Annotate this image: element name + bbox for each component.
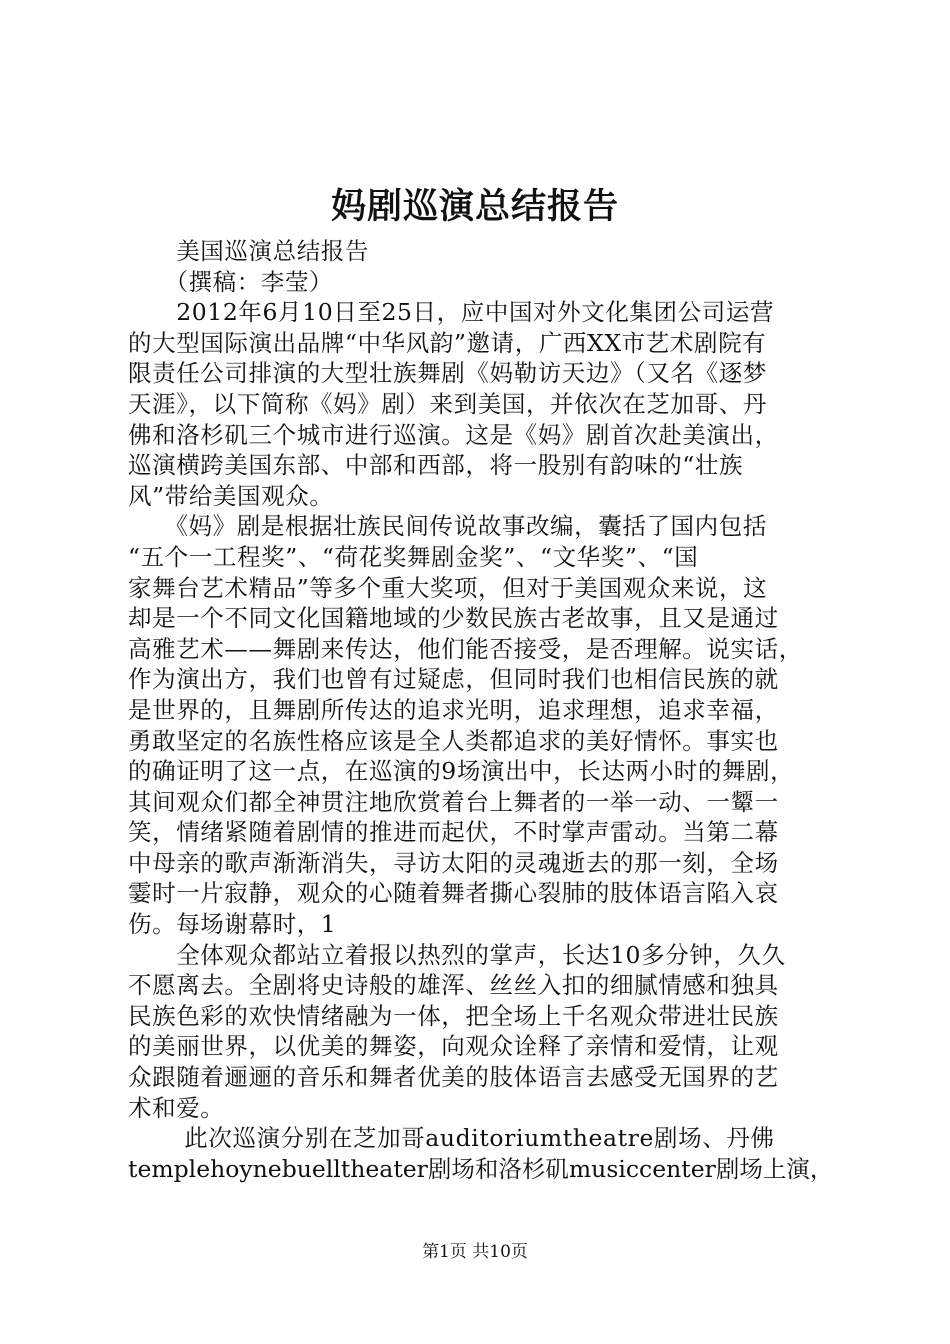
body-line: 2012年6月10日至25日，应中国对外文化集团公司运营 bbox=[128, 298, 775, 327]
body-line: （撰稿：李莹） bbox=[128, 267, 334, 296]
body-line: 美国巡演总结报告 bbox=[128, 237, 369, 265]
body-line: 全体观众都站立着报以热烈的掌声，长达10多分钟，久久 bbox=[128, 940, 786, 969]
body-line: 勇敢坚定的名族性格应该是全人类都追求的美好情怀。事实也 bbox=[128, 726, 779, 755]
body-line: 家舞台艺术精品”等多个重大奖项，但对于美国观众来说，这 bbox=[128, 573, 768, 602]
body-line: 术和爱。 bbox=[128, 1093, 225, 1122]
body-line: 民族色彩的欢快情绪融为一体，把全场上千名观众带进壮民族 bbox=[128, 1001, 779, 1030]
body-line: 巡演横跨美国东部、中部和西部，将一股别有韵味的“壮族 bbox=[128, 451, 744, 480]
body-line: 《妈》剧是根据壮族民间传说故事改编，囊括了国内包括 bbox=[128, 512, 767, 541]
body-line: 此次巡演分别在芝加哥auditoriumtheatre剧场、丹佛 bbox=[128, 1124, 775, 1153]
body-line: 笑，情绪紧随着剧情的推进而起伏，不时掌声雷动。当第二幕 bbox=[128, 818, 779, 847]
body-line: 的大型国际演出品牌“中华风韵”邀请，广西XX市艺术剧院有 bbox=[128, 328, 767, 357]
body-line: 的美丽世界，以优美的舞姿，向观众诠释了亲情和爱情，让观 bbox=[128, 1032, 779, 1061]
body-line: 是世界的，且舞剧所传达的追求光明，追求理想，追求幸福， bbox=[128, 695, 779, 724]
body-line: 作为演出方，我们也曾有过疑虑，但同时我们也相信民族的就 bbox=[128, 665, 779, 694]
body-line: 不愿离去。全剧将史诗般的雄浑、丝丝入扣的细腻情感和独具 bbox=[128, 971, 779, 1000]
body-line: 限责任公司排演的大型壮族舞剧《妈勒访天边》（又名《逐梦 bbox=[128, 359, 767, 388]
body-line: 霎时一片寂静，观众的心随着舞者撕心裂肺的肢体语言陷入哀 bbox=[128, 879, 779, 908]
body-line: 风”带给美国观众。 bbox=[128, 481, 334, 510]
document-title: 妈剧巡演总结报告 bbox=[330, 186, 619, 227]
body-line: 却是一个不同文化国籍地域的少数民族古老故事，且又是通过 bbox=[128, 604, 779, 633]
body-line: templehoynebuelltheater剧场和洛杉矶musiccenter剧场上演， bbox=[128, 1154, 834, 1183]
body-line: 的确证明了这一点，在巡演的9场演出中，长达两小时的舞剧， bbox=[128, 757, 795, 786]
document-body bbox=[128, 236, 833, 1184]
body-line: 其间观众们都全神贯注地欣赏着台上舞者的一举一动、一颦一 bbox=[128, 787, 779, 816]
body-line: “五个一工程奖”、“荷花奖舞剧金奖”、“文华奖”、“国 bbox=[128, 542, 699, 571]
page-number-footer: 第1页 共10页 bbox=[422, 1242, 528, 1262]
body-line: 天涯》，以下简称《妈》剧）来到美国，并依次在芝加哥、丹 bbox=[128, 389, 767, 418]
body-line: 高雅艺术——舞剧来传达，他们能否接受，是否理解。说实话， bbox=[128, 634, 803, 663]
body-line: 众跟随着逦逦的音乐和舞者优美的肢体语言去感受无国界的艺 bbox=[128, 1063, 779, 1092]
body-line: 伤。每场谢幕时，1 bbox=[128, 910, 337, 939]
body-line: 佛和洛杉矶三个城市进行巡演。这是《妈》剧首次赴美演出， bbox=[128, 420, 779, 449]
body-line: 中母亲的歌声渐渐消失，寻访太阳的灵魂逝去的那一刻，全场 bbox=[128, 848, 779, 877]
